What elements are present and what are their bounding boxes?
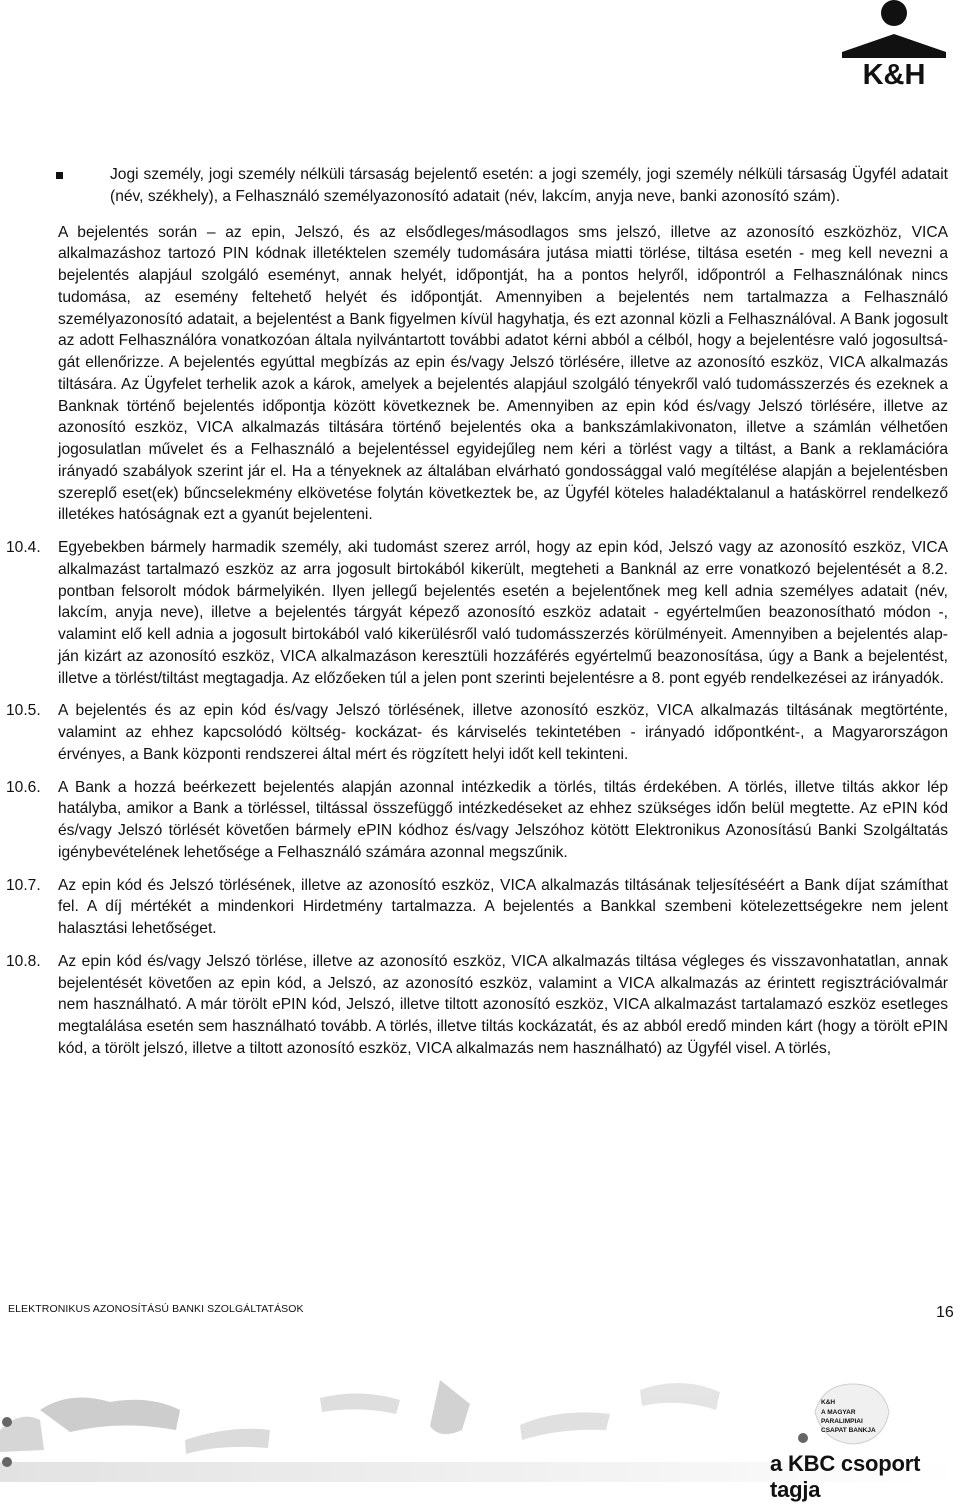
bullet-item	[0, 164, 960, 208]
section-number: 10.5.	[6, 702, 41, 720]
section-number: 10.8.	[6, 952, 41, 970]
footer-title: ELEKTRONIKUS AZONOSÍTÁSÚ BANKI SZOLGÁLTATÁSOK	[8, 1303, 304, 1315]
section-text: Az epin kód és/vagy Jelszó törlése, illetve az azonosító eszköz, VICA alkalmazás tiltása végleges és visszavonhatatlan, annak bejelentését követően az epin kód, a Jelszó, az azonosító eszköz, valamint a VICA alkalmazás az érintett regisztrációvalmár nem használható. A már törölt ePIN kód, Jelszó, illetve tiltott azonosító eszköz, VICA alkalmazást tartalamazó eszköz esetleges megtalálása esetén sem használható tovább. A törlés, illetve tiltás kockázatát, és az abból eredő minden kárt (hogy a törölt ePIN kód, a törölt jelszó, illetve a tiltott azonosító eszköz, VICA alkalmazás nem használható) az Ügyfél visel. A törlés,	[58, 952, 948, 1057]
logo-text: K&H	[862, 59, 926, 88]
badge-line: CSAPAT BANKJA	[821, 1427, 876, 1434]
section-text: Az epin kód és Jelszó törlésének, illetve az azonosító eszköz, VICA alkalmazás tiltásának teljesítéséért a Bank díjat számíthat fel. A díj mértékét a mindenkori Hirdetmény tartalmazza. A bejelentés a Bankkal szembeni kötelezettségekre nem jelent halasztási lehetőséget.	[58, 876, 948, 937]
bullet-paragraph: Jogi személy, jogi személy nélküli társaság bejelentő esetén: a jogi személy, jogi személy nélküli társaság Ügyfél adatait (név, székhely), a Felhasználó személyazonosító adatait (név, lakcím, anyja neve, banki azonosító szám).	[110, 166, 948, 205]
section-text: A Bank a hozzá beérkezett bejelentés alapján azonnal intézkedik a törlés, tiltás érdekében. A törlés, illetve tiltás akkor lép hatályba, amikor a Bank a törléssel, tiltással összefüggő intézkedéseket az ehhez szükséges időn belül megtette. Az ePIN kód és/vagy Jelszó törlését követően bármely ePIN kódhoz és/vagy Jelszóhoz kötött Elektronikus Azonosítású Banki Szolgáltatás igénybevételének lehetősége a Felhasználó számára azonnal megszűnik.	[58, 778, 948, 861]
indented-paragraph: A bejelentés során – az epin, Jelszó, és az elsődleges/másodlagos sms jelszó, illetve az azonosító eszközhöz, VICA alkalmazáshoz tartozó PIN kódnak illetéktelen személy tudomására jutása miatti törlése, tiltása esetén - meg kell nevezni a bejelentés alapjául szolgáló eseményt, annak helyét, időpontját, ha a pontos helyről, időpontról a Felhasználónak nincs tudomása, az esemény feltehető helyét és időpontját. Amennyiben a bejelentés nem tartalmazza a Felhasználó személyazonosító adatait, a bejelentést a Bank figyelmen kívül hagyhatja, és ezt azonnal közli a Felhasználóval. A Bank jogosult az adott Felhasználóra vonatkozóan általa nyilvántartott további adatot kérni abból a célból, hogy a bejelentésre való jogosultságát ellenőrizze. A bejelentés egyúttal megbízás az epin és/vagy Jelszó törlésére, illetve az azonosító eszköz, VICA alkalmazás tiltására. Az Ügyfelet terhelik azok a károk, amelyek a bejelentés alapjául szolgáló tényekről való tudomásszerzés és ezeknek a Banknak történő bejelentés időpontja között következnek be. Amennyiben az epin kód és/vagy Jelszó törlésére, illetve az azonosító eszköz, VICA alkalmazás tiltására történő bejelentés oka a bankszámlakivonaton, illetve a számlán vélhetően jogosulatlan művelet és a Felhasználó a bejelentéssel egyidejűleg nem kéri a törlést vagy a tiltást, a Bank a reklamációra irányadó szabályok szerint jár el. Ha a tényeknek az általában elvárható gondossággal való megítélése alapján a bejelentésben szereplő eset(ek) bűncselekmény elkövetése folytán következtek be, az Ügyfél köteles haladéktalanul a hatáskörrel rendelkező illetékes hatóságnak ezt a gyanút bejelenteni.	[58, 223, 948, 524]
section-10-7	[0, 875, 960, 940]
kh-figure-icon	[842, 0, 946, 58]
section-10-6	[0, 777, 960, 864]
indented-paragraph-block	[0, 222, 960, 527]
page-number: 16	[936, 1304, 954, 1321]
section-number: 10.6.	[6, 778, 41, 796]
bullet-icon	[56, 172, 63, 179]
badge-line: A MAGYAR	[821, 1409, 856, 1416]
section-text: Egyebekben bármely harmadik személy, aki tudomást szerez arról, hogy az epin kód, Jelszó vagy az azonosító eszköz, VICA alkalmazást tartalmazó eszköz az arra jogosult birtokából kikerült, megteheti a Banknál az erre vonatkozó bejelentését a 8.2. pontban felsorolt módok bármelyikén. Ilyen jellegű bejelentés esetén a bejelentőnek meg kell adnia személyes adatait (név, lakcím, anyja neve), illetve a bejelentés tárgyát képező azonosító eszköz adatait - egyértelműen beazonosítható módon -, valamint elő kell adnia a jogosult birtokából való kikerülésről való tudomásszerzés körülményeit. Amennyiben a bejelentés alapján kizárt az azonosító eszköz, VICA alkalmazáson keresztüli hozzáférés egyértelmű beazonosítása, úgy a Bank a bejelentést, illetve a törlést/tiltást megtagadja. Az előzőeken túl a jelen pont szerinti bejelentésre a 8. pont egyéb rendelkezései az irányadók.	[58, 539, 948, 687]
paralympic-badge	[813, 1382, 891, 1446]
section-10-8	[0, 951, 960, 1060]
section-10-5	[0, 700, 960, 765]
kh-logo	[836, 0, 952, 88]
badge-line: K&H	[821, 1399, 836, 1406]
document-body	[0, 164, 960, 1060]
section-10-4	[0, 537, 960, 689]
section-number: 10.4.	[6, 539, 41, 556]
badge-line: PARALIMPIAI	[821, 1418, 863, 1425]
kbc-slogan: a KBC csoport tagja	[770, 1451, 921, 1502]
section-text: A bejelentés és az epin kód és/vagy Jelszó törlésének, illetve azonosító eszköz, VICA alkalmazás tiltásának megtörténte, valamint az ehhez kapcsolódó költség- kockázat- és kárviselés tekintetében - irányadó időpontként-, a Magyarországon érvényes, a Bank központi rendszerei által mért és rögzített helyi időt kell tekinteni.	[58, 702, 948, 763]
section-number: 10.7.	[6, 876, 41, 894]
